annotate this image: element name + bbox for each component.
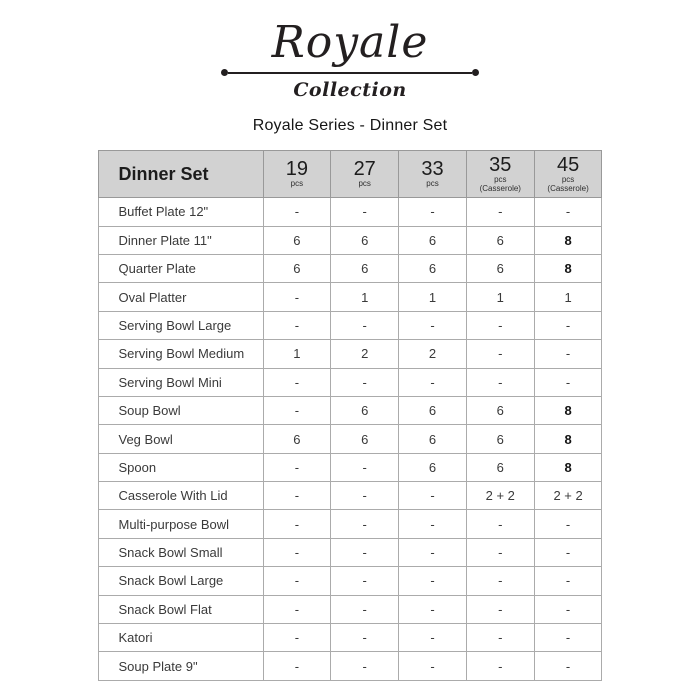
- col-unit: pcs: [494, 174, 507, 184]
- value-cell: -: [534, 538, 602, 566]
- value-cell: 2: [399, 340, 467, 368]
- value-cell: -: [263, 652, 331, 680]
- item-name: Snack Bowl Small: [98, 538, 263, 566]
- value-cell: -: [331, 198, 399, 226]
- col-count: 19: [285, 158, 309, 181]
- value-cell: 6: [263, 226, 331, 254]
- table-row: [98, 198, 602, 226]
- item-name: Oval Platter: [98, 283, 263, 311]
- value-cell: -: [399, 368, 467, 396]
- value-cell: 6: [331, 396, 399, 424]
- value-cell: -: [263, 283, 331, 311]
- value-cell: -: [399, 624, 467, 652]
- value-cell: -: [263, 595, 331, 623]
- value-cell: -: [263, 368, 331, 396]
- value-cell: -: [331, 624, 399, 652]
- value-cell: 6: [466, 254, 534, 282]
- value-cell: -: [399, 652, 467, 680]
- value-cell: -: [263, 396, 331, 424]
- value-cell: -: [331, 652, 399, 680]
- value-cell: -: [331, 453, 399, 481]
- table-row: [98, 425, 602, 453]
- value-cell: 1: [534, 283, 602, 311]
- value-cell: 1: [263, 340, 331, 368]
- header-col-27pcs: [331, 151, 399, 198]
- value-cell: -: [534, 624, 602, 652]
- value-cell: -: [399, 538, 467, 566]
- item-name: Serving Bowl Large: [98, 311, 263, 339]
- item-name: Multi-purpose Bowl: [98, 510, 263, 538]
- page-title: Royale Series - Dinner Set: [252, 117, 448, 135]
- table-row: [98, 226, 602, 254]
- value-cell: -: [263, 482, 331, 510]
- value-cell: -: [534, 311, 602, 339]
- item-name: Quarter Plate: [98, 254, 263, 282]
- value-cell: 6: [399, 453, 467, 481]
- table-row: [98, 311, 602, 339]
- table-row: [98, 283, 602, 311]
- brand-collection-label: Collection: [293, 79, 407, 102]
- value-cell: -: [466, 624, 534, 652]
- rule-line: [228, 72, 472, 74]
- value-cell: -: [466, 198, 534, 226]
- value-cell: -: [466, 340, 534, 368]
- value-cell: 8: [534, 453, 602, 481]
- value-cell: -: [399, 510, 467, 538]
- value-cell: -: [534, 567, 602, 595]
- col-unit: pcs: [561, 174, 575, 184]
- header-row: [98, 151, 602, 198]
- value-cell: -: [263, 510, 331, 538]
- value-cell: -: [399, 567, 467, 595]
- header-col-19pcs: [263, 151, 331, 198]
- value-cell: -: [263, 453, 331, 481]
- table-row: [98, 396, 602, 424]
- value-cell: -: [466, 510, 534, 538]
- value-cell: 6: [263, 425, 331, 453]
- value-cell: 1: [331, 283, 399, 311]
- value-cell: 6: [399, 396, 467, 424]
- value-cell: -: [331, 567, 399, 595]
- item-name: Veg Bowl: [98, 425, 263, 453]
- value-cell: -: [466, 652, 534, 680]
- value-cell: -: [466, 311, 534, 339]
- value-cell: 6: [466, 425, 534, 453]
- col-unit: pcs: [358, 179, 371, 189]
- table-row: [98, 652, 602, 680]
- item-name: Serving Bowl Mini: [98, 368, 263, 396]
- value-cell: -: [263, 567, 331, 595]
- item-name: Serving Bowl Medium: [98, 340, 263, 368]
- item-name: Snack Bowl Large: [98, 567, 263, 595]
- value-cell: -: [331, 595, 399, 623]
- item-name: Katori: [98, 624, 263, 652]
- item-name: Soup Plate 9": [98, 652, 263, 680]
- table-row: [98, 624, 602, 652]
- value-cell: -: [399, 482, 467, 510]
- value-cell: -: [331, 510, 399, 538]
- table-row: [98, 340, 602, 368]
- brand-logo: Royale: [271, 17, 429, 68]
- value-cell: 6: [399, 226, 467, 254]
- value-cell: 1: [466, 283, 534, 311]
- dinner-set-table: [98, 150, 603, 681]
- value-cell: 6: [399, 254, 467, 282]
- brand-rule: [221, 69, 479, 76]
- item-name: Snack Bowl Flat: [98, 595, 263, 623]
- table-row: [98, 254, 602, 282]
- value-cell: -: [263, 311, 331, 339]
- col-count: 35: [489, 153, 512, 176]
- rule-dot-right-icon: [472, 69, 479, 76]
- value-cell: -: [466, 567, 534, 595]
- value-cell: -: [331, 482, 399, 510]
- value-cell: -: [263, 538, 331, 566]
- item-name: Casserole With Lid: [98, 482, 263, 510]
- col-unit: pcs: [426, 179, 439, 189]
- table-row: [98, 368, 602, 396]
- item-name: Soup Bowl: [98, 396, 263, 424]
- value-cell: -: [466, 595, 534, 623]
- col-count: 45: [556, 153, 580, 176]
- value-cell: -: [399, 595, 467, 623]
- value-cell: 2: [331, 340, 399, 368]
- value-cell: -: [263, 624, 331, 652]
- col-count: 33: [421, 158, 444, 181]
- value-cell: -: [263, 198, 331, 226]
- value-cell: 8: [534, 396, 602, 424]
- table-row: [98, 453, 602, 481]
- value-cell: -: [331, 368, 399, 396]
- col-note: (Casserole): [479, 184, 521, 194]
- table-row: [98, 510, 602, 538]
- table-row: [98, 595, 602, 623]
- brand-block: [0, 0, 700, 101]
- col-unit: pcs: [290, 179, 304, 189]
- item-name: Spoon: [98, 453, 263, 481]
- value-cell: 6: [331, 226, 399, 254]
- value-cell: -: [466, 538, 534, 566]
- header-col-45pcs-casserole: [534, 151, 602, 198]
- header-col-33pcs: [399, 151, 467, 198]
- table-row: [98, 482, 602, 510]
- value-cell: 8: [534, 254, 602, 282]
- item-name: Dinner Plate 11": [98, 226, 263, 254]
- header-item-label: Dinner Set: [98, 151, 263, 198]
- value-cell: 2 + 2: [534, 482, 602, 510]
- value-cell: -: [399, 198, 467, 226]
- col-count: 27: [353, 158, 376, 181]
- value-cell: -: [534, 368, 602, 396]
- value-cell: -: [331, 311, 399, 339]
- value-cell: -: [534, 198, 602, 226]
- value-cell: -: [534, 340, 602, 368]
- table-row: [98, 538, 602, 566]
- value-cell: -: [466, 368, 534, 396]
- value-cell: -: [534, 510, 602, 538]
- value-cell: 8: [534, 425, 602, 453]
- value-cell: -: [399, 311, 467, 339]
- value-cell: 8: [534, 226, 602, 254]
- value-cell: 6: [466, 226, 534, 254]
- value-cell: 6: [263, 254, 331, 282]
- value-cell: 6: [466, 396, 534, 424]
- value-cell: -: [331, 538, 399, 566]
- item-name: Buffet Plate 12": [98, 198, 263, 226]
- value-cell: 6: [399, 425, 467, 453]
- rule-dot-left-icon: [221, 69, 228, 76]
- header-col-35pcs-casserole: [466, 151, 534, 198]
- value-cell: -: [534, 652, 602, 680]
- value-cell: 2 + 2: [466, 482, 534, 510]
- value-cell: -: [534, 595, 602, 623]
- value-cell: 6: [331, 254, 399, 282]
- value-cell: 1: [399, 283, 467, 311]
- value-cell: 6: [331, 425, 399, 453]
- table-row: [98, 567, 602, 595]
- col-note: (Casserole): [547, 184, 589, 194]
- value-cell: 6: [466, 453, 534, 481]
